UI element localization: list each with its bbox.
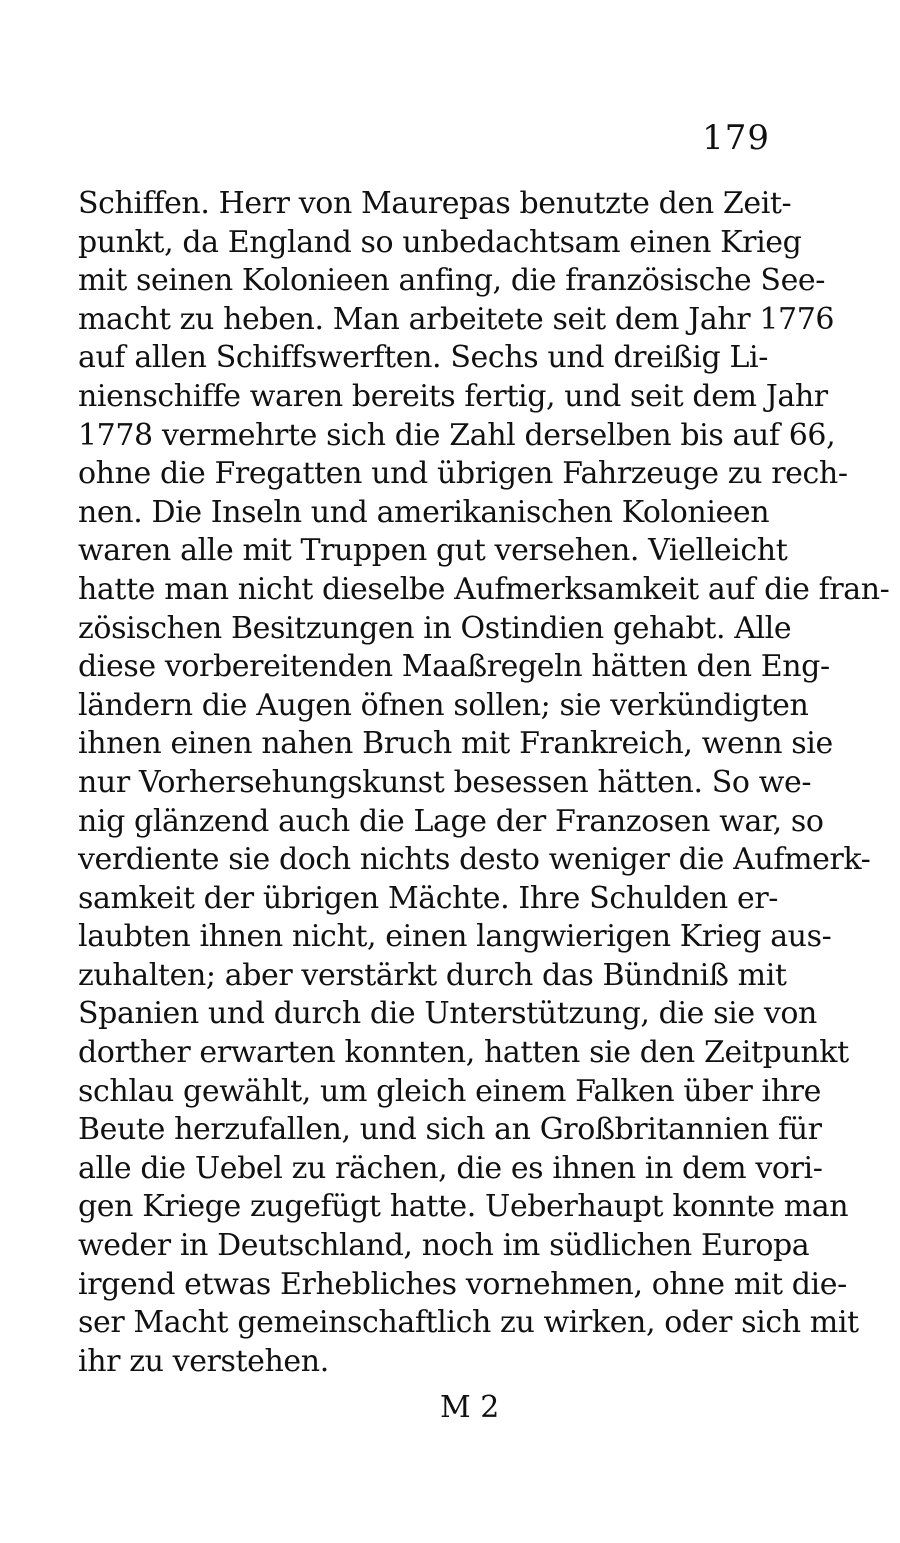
text-line: ihnen einen nahen Bruch mit Frankreich, wenn sie: [78, 726, 833, 762]
signature-mark: M 2: [440, 1390, 500, 1425]
text-line-last: ihr zu verstehen.: [78, 1343, 329, 1379]
text-line: verdiente sie doch nichts desto weniger die Aufmerk-: [78, 842, 871, 878]
text-line: Spanien und durch die Unterstützung, die sie von: [78, 996, 817, 1032]
text-line: ländern die Augen öfnen sollen; sie verkündigten: [78, 687, 809, 723]
text-line: irgend etwas Erhebliches vornehmen, ohne mit die-: [78, 1266, 847, 1302]
text-line: mit seinen Kolonieen anfing, die französische See-: [78, 263, 826, 299]
text-line: diese vorbereitenden Maaßregeln hätten den Eng-: [78, 649, 830, 685]
text-line: macht zu heben. Man arbeitete seit dem Jahr 1776: [78, 301, 835, 337]
text-line: ser Macht gemeinschaftlich zu wirken, oder sich mit: [78, 1305, 859, 1341]
text-line: 1778 vermehrte sich die Zahl derselben bis auf 66,: [78, 417, 836, 453]
text-line: Schiffen. Herr von Maurepas benutzte den Zeit-: [78, 186, 792, 221]
text-line: weder in Deutschland, noch im südlichen Europa: [78, 1228, 810, 1264]
text-line: zösischen Besitzungen in Ostindien gehabt. Alle: [78, 610, 792, 646]
text-line: laubten ihnen nicht, einen langwierigen Krieg aus-: [78, 919, 832, 955]
text-line: zuhalten; aber verstärkt durch das Bündniß mit: [78, 957, 787, 993]
text-line: gen Kriege zugefügt hatte. Ueberhaupt konnte man: [78, 1189, 849, 1225]
text-line: waren alle mit Truppen gut versehen. Vielleicht: [78, 533, 788, 569]
text-line: schlau gewählt, um gleich einem Falken über ihre: [78, 1073, 821, 1109]
text-line: nur Vorhersehungskunst besessen hätten. So we-: [78, 764, 812, 800]
text-line: nen. Die Inseln und amerikanischen Kolonieen: [78, 494, 770, 530]
body-text: [78, 185, 890, 1381]
text-line: samkeit der übrigen Mächte. Ihre Schulden er-: [78, 880, 779, 916]
text-line: alle die Uebel zu rächen, die es ihnen in dem vori-: [78, 1150, 823, 1186]
text-line: nig glänzend auch die Lage der Franzosen war, so: [78, 803, 824, 839]
page-number: 179: [702, 118, 770, 158]
text-line: auf allen Schiffswerften. Sechs und dreißig Li-: [78, 340, 768, 376]
text-line: punkt, da England so unbedachtsam einen Krieg: [78, 224, 802, 260]
text-line: hatte man nicht dieselbe Aufmerksamkeit auf die fran-: [78, 571, 890, 607]
text-line: dorther erwarten konnten, hatten sie den Zeitpunkt: [78, 1035, 849, 1071]
text-line: nienschiffe waren bereits fertig, und seit dem Jahr: [78, 378, 828, 414]
text-line: ohne die Fregatten und übrigen Fahrzeuge zu rech-: [78, 456, 848, 492]
text-line: Beute herzufallen, und sich an Großbritannien für: [78, 1112, 822, 1148]
